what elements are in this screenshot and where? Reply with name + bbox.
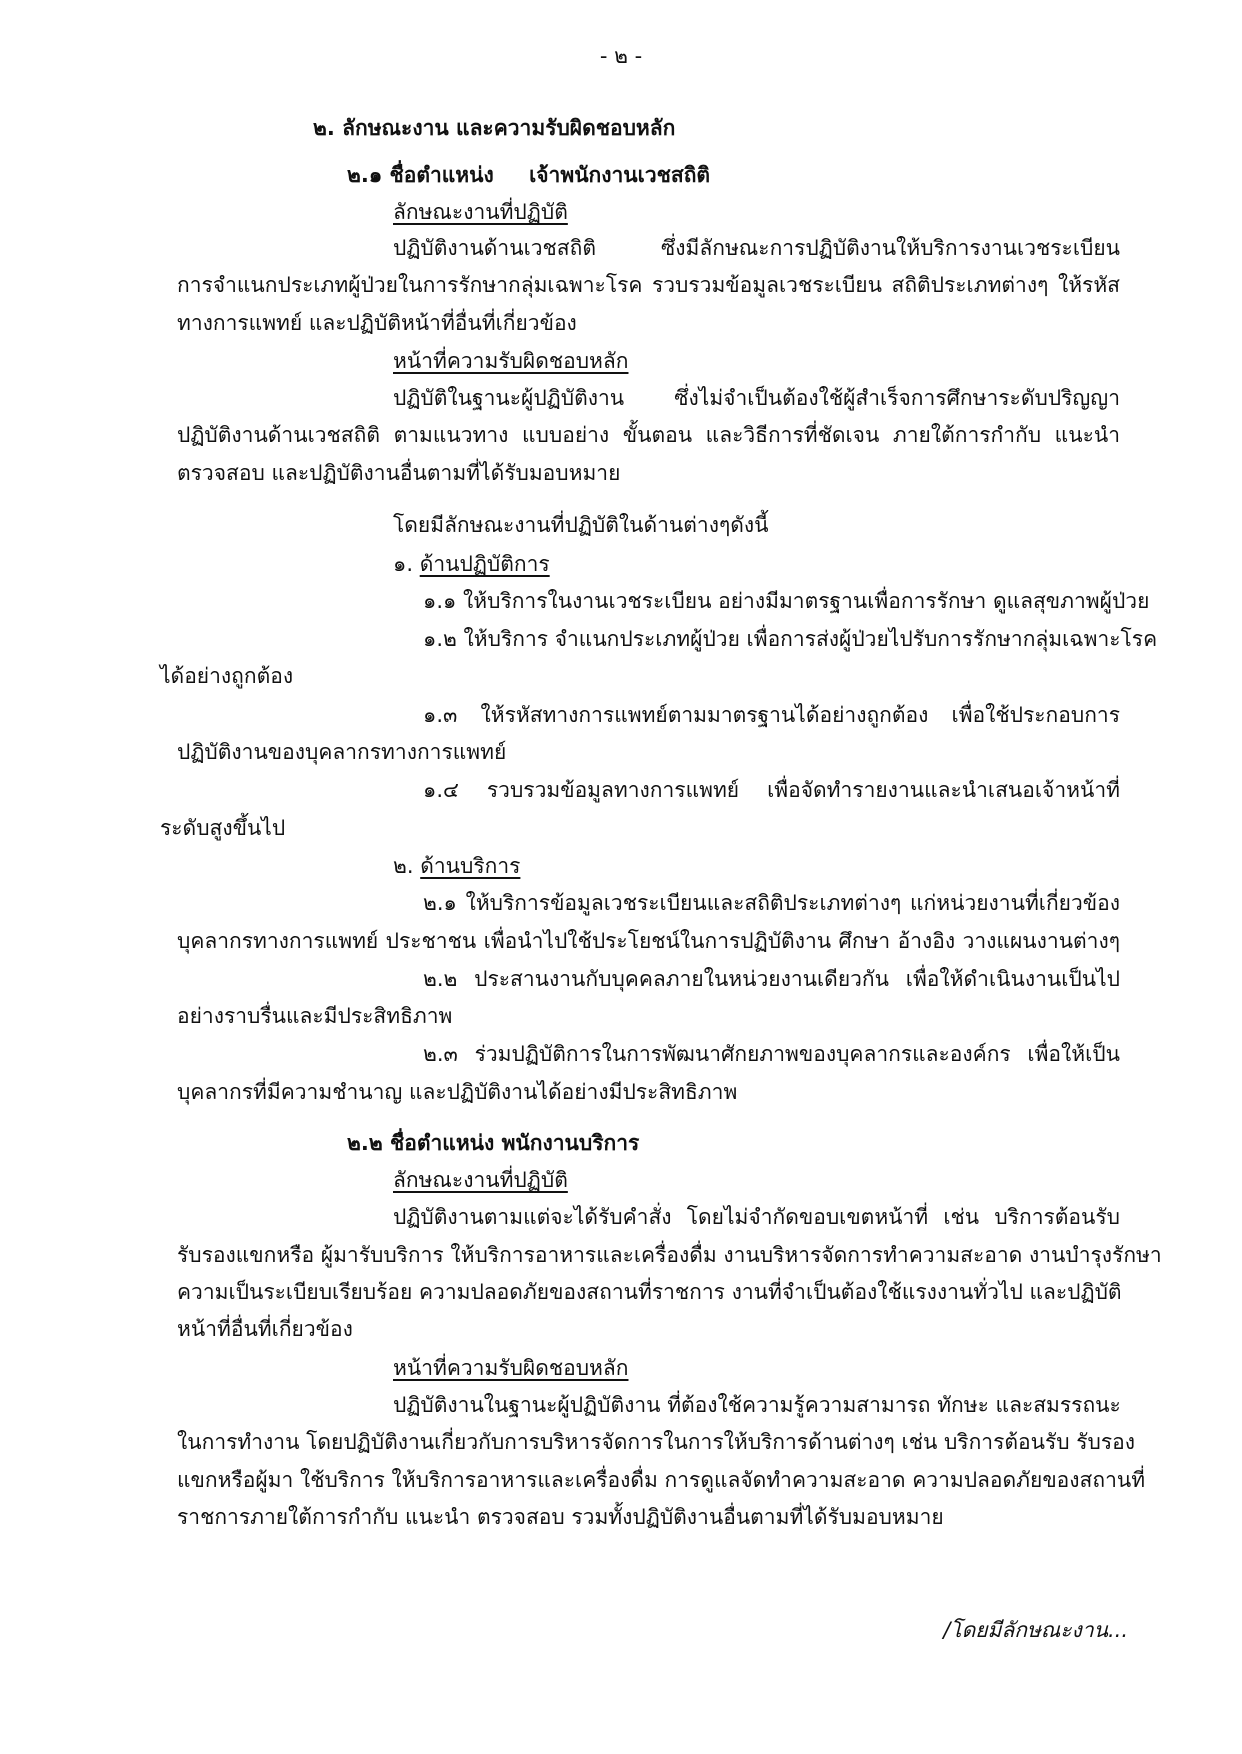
position2-duties-heading: ลักษณะงานที่ปฏิบัติ [393, 1168, 568, 1192]
position2-resp-line-2: ในการทำงาน โดยปฏิบัติงานเกี่ยวกับการบริหารจัดการในการให้บริการด้านต่างๆ เช่น บริการต้อนรับ รับรอง [177, 1430, 1136, 1454]
section-heading: ๒. ลักษณะงาน และความรับผิดชอบหลัก [313, 116, 676, 140]
position1-duties-heading: ลักษณะงานที่ปฏิบัติ [393, 200, 568, 224]
position1-intro: โดยมีลักษณะงานที่ปฏิบัติในด้านต่างๆดังนี้ [393, 513, 769, 537]
position2-duties-line-2: รับรองแขกหรือ ผู้มารับบริการ ให้บริการอาหารและเครื่องดื่ม งานบริหารจัดการทำความสะอาด งานบำรุงรักษา [177, 1243, 1162, 1267]
area1-item-4-line-2: ระดับสูงขึ้นไป [160, 816, 286, 840]
position2-duties-line-4: หน้าที่อื่นที่เกี่ยวข้อง [177, 1317, 353, 1341]
page-number: - ๒ - [599, 44, 643, 68]
position2-resp-heading: หน้าที่ความรับผิดชอบหลัก [393, 1356, 629, 1380]
area1-item-1-line-1: ๑.๑ ให้บริการในงานเวชระเบียน อย่างมีมาตรฐานเพื่อการรักษา ดูแลสุขภาพผู้ป่วย [423, 589, 1150, 613]
position1-resp-heading: หน้าที่ความรับผิดชอบหลัก [393, 349, 629, 373]
position2-heading [347, 1128, 639, 1158]
position2-resp-line-3: แขกหรือผู้มา ใช้บริการ ให้บริการอาหารและเครื่องดื่ม การดูแลจัดทำความสะอาด ความปลอดภัยของสถานที่ [177, 1468, 1146, 1492]
area1-item-4-line-1: ๑.๔ รวบรวมข้อมูลทางการแพทย์ เพื่อจัดทำรายงานและนำเสนอเจ้าหน้าที่ [423, 778, 1120, 802]
area1-item-3-line-1: ๑.๓ ให้รหัสทางการแพทย์ตามมาตรฐานได้อย่างถูกต้อง เพื่อใช้ประกอบการ [423, 703, 1120, 727]
position1-duties-line-3: ทางการแพทย์ และปฏิบัติหน้าที่อื่นที่เกี่ยวข้อง [177, 311, 577, 335]
position1-heading [347, 160, 710, 190]
position1-title: เจ้าพนักงานเวชสถิติ [529, 163, 711, 187]
position1-duties-line-1: ปฏิบัติงานด้านเวชสถิติ ซึ่งมีลักษณะการปฏิบัติงานให้บริการงานเวชระเบียน [393, 236, 1120, 260]
area1-heading [393, 549, 550, 579]
area2-title: ด้านบริการ [420, 854, 521, 878]
area2-item-3-line-2: บุคลากรที่มีความชำนาญ และปฏิบัติงานได้อย่างมีประสิทธิภาพ [177, 1080, 738, 1104]
area1-item-3-line-2: ปฏิบัติงานของบุคลากรทางการแพทย์ [177, 740, 507, 764]
area2-item-1-line-2: บุคลากรทางการแพทย์ ประชาชน เพื่อนำไปใช้ประโยชน์ในการปฏิบัติงาน ศึกษา อ้างอิง วางแผนงานต่างๆ [177, 929, 1120, 953]
position2-label: ชื่อตำแหน่ง [389, 1131, 495, 1155]
position1-label: ชื่อตำแหน่ง [389, 163, 494, 187]
position1-resp-line-1: ปฏิบัติในฐานะผู้ปฏิบัติงาน ซึ่งไม่จำเป็นต้องใช้ผู้สำเร็จการศึกษาระดับปริญญา [393, 386, 1120, 410]
area2-heading [393, 851, 520, 881]
position1-number: ๒.๑ [347, 163, 383, 187]
position2-title: พนักงานบริการ [501, 1131, 640, 1155]
position1-resp-line-3: ตรวจสอบ และปฏิบัติงานอื่นตามที่ได้รับมอบหมาย [177, 461, 621, 485]
position2-number: ๒.๒ [347, 1131, 383, 1155]
position2-resp-line-1: ปฏิบัติงานในฐานะผู้ปฏิบัติงาน ที่ต้องใช้ความรู้ความสามารถ ทักษะ และสมรรถนะ [393, 1393, 1121, 1417]
area2-item-1-line-1: ๒.๑ ให้บริการข้อมูลเวชระเบียนและสถิติประเภทต่างๆ แก่หน่วยงานที่เกี่ยวข้อง [423, 891, 1120, 915]
area2-number: ๒. [393, 854, 414, 878]
position1-resp-line-2: ปฏิบัติงานด้านเวชสถิติ ตามแนวทาง แบบอย่าง ขั้นตอน และวิธีการที่ชัดเจน ภายใต้การกำกับ แนะนำ [177, 423, 1120, 447]
area2-item-3-line-1: ๒.๓ ร่วมปฏิบัติการในการพัฒนาศักยภาพของบุคลากรและองค์กร เพื่อให้เป็น [423, 1042, 1120, 1066]
position2-duties-line-1: ปฏิบัติงานตามแต่จะได้รับคำสั่ง โดยไม่จำกัดขอบเขตหน้าที่ เช่น บริการต้อนรับ [393, 1205, 1120, 1229]
area2-item-2-line-1: ๒.๒ ประสานงานกับบุคคลภายในหน่วยงานเดียวกัน เพื่อให้ดำเนินงานเป็นไป [423, 967, 1120, 991]
area1-item-2-line-2: ได้อย่างถูกต้อง [160, 664, 294, 688]
area1-number: ๑. [393, 552, 414, 576]
position2-duties-line-3: ความเป็นระเบียบเรียบร้อย ความปลอดภัยของสถานที่ราชการ งานที่จำเป็นต้องใช้แรงงานทั่วไป และปฏิบัติ [177, 1280, 1122, 1304]
position1-duties-line-2: การจำแนกประเภทผู้ป่วยในการรักษากลุ่มเฉพาะโรค รวบรวมข้อมูลเวชระเบียน สถิติประเภทต่างๆ ให้รหัส [177, 273, 1120, 297]
area1-title: ด้านปฏิบัติการ [419, 552, 550, 576]
position2-resp-line-4: ราชการภายใต้การกำกับ แนะนำ ตรวจสอบ รวมทั้งปฏิบัติงานอื่นตามที่ได้รับมอบหมาย [177, 1505, 944, 1529]
continuation-footer: /โดยมีลักษณะงาน... [943, 1618, 1128, 1642]
area1-item-2-line-1: ๑.๒ ให้บริการ จำแนกประเภทผู้ป่วย เพื่อการส่งผู้ป่วยไปรับการรักษากลุ่มเฉพาะโรค [423, 627, 1158, 651]
area2-item-2-line-2: อย่างราบรื่นและมีประสิทธิภาพ [177, 1004, 453, 1028]
